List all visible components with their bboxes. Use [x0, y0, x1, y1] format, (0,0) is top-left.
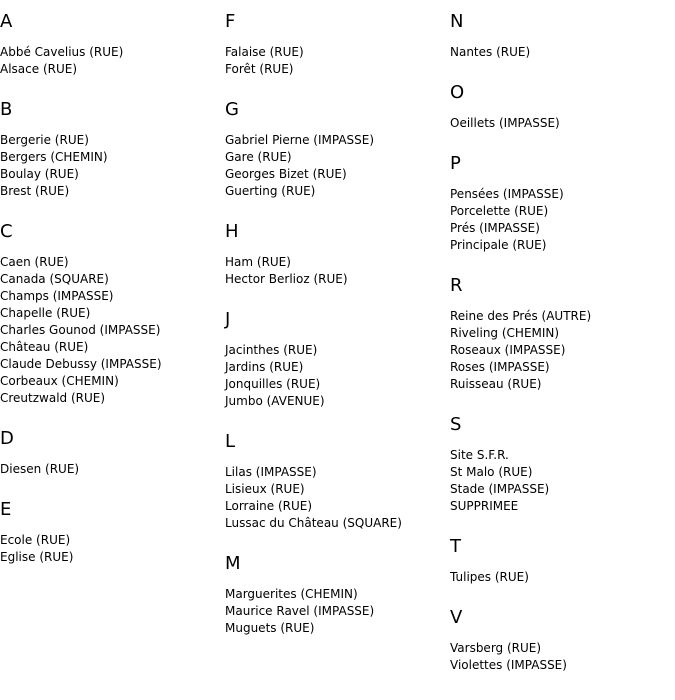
letter-group: [225, 308, 445, 410]
letter-heading: R: [450, 275, 463, 296]
street-link[interactable]: Pensées (IMPASSE): [450, 187, 564, 201]
street-link[interactable]: Jumbo (AVENUE): [225, 394, 325, 408]
letter-group: [225, 430, 445, 532]
letter-heading: C: [0, 221, 13, 242]
street-link[interactable]: Muguets (RUE): [225, 621, 315, 635]
letter-heading: G: [225, 99, 239, 120]
letter-group: [450, 413, 670, 515]
street-link[interactable]: Diesen (RUE): [0, 462, 80, 476]
street-link[interactable]: Château (RUE): [0, 340, 89, 354]
letter-heading: N: [450, 11, 464, 32]
street-link[interactable]: Abbé Cavelius (RUE): [0, 45, 124, 59]
letter-heading: S: [450, 414, 462, 435]
street-link[interactable]: Falaise (RUE): [225, 45, 304, 59]
street-link[interactable]: Charles Gounod (IMPASSE): [0, 323, 161, 337]
letter-heading: B: [0, 99, 13, 120]
letter-group: [450, 10, 670, 61]
letter-heading: T: [450, 536, 461, 557]
letter-heading: J: [225, 309, 231, 330]
letter-group: [0, 498, 220, 566]
street-link[interactable]: Bergerie (RUE): [0, 133, 89, 147]
street-link[interactable]: Ruisseau (RUE): [450, 377, 542, 391]
letter-group: [225, 552, 445, 637]
street-link[interactable]: Maurice Ravel (IMPASSE): [225, 604, 375, 618]
letter-heading: P: [450, 153, 461, 174]
street-link[interactable]: Oeillets (IMPASSE): [450, 116, 560, 130]
street-link[interactable]: Corbeaux (CHEMIN): [0, 374, 119, 388]
letter-group: [225, 10, 445, 78]
street-link[interactable]: Ecole (RUE): [0, 533, 71, 547]
street-link[interactable]: Forêt (RUE): [225, 62, 294, 76]
street-list: [225, 342, 445, 410]
street-list: [225, 254, 445, 288]
street-link[interactable]: Alsace (RUE): [0, 62, 78, 76]
street-link[interactable]: Varsberg (RUE): [450, 641, 542, 655]
letter-group: [450, 274, 670, 393]
street-link[interactable]: Gare (RUE): [225, 150, 292, 164]
street-link[interactable]: Lilas (IMPASSE): [225, 465, 317, 479]
street-link[interactable]: Caen (RUE): [0, 255, 69, 269]
street-link[interactable]: Gabriel Pierne (IMPASSE): [225, 133, 375, 147]
street-list: [0, 132, 220, 200]
street-link[interactable]: SUPPRIMEE: [450, 499, 519, 513]
letter-heading: L: [225, 431, 236, 452]
street-list: [450, 115, 670, 132]
street-link[interactable]: Claude Debussy (IMPASSE): [0, 357, 162, 371]
letter-heading: V: [450, 607, 463, 628]
letter-heading: A: [0, 11, 13, 32]
letter-heading: E: [0, 499, 12, 520]
street-link[interactable]: Prés (IMPASSE): [450, 221, 540, 235]
street-list: [0, 532, 220, 566]
letter-heading: M: [225, 553, 241, 574]
street-link[interactable]: Champs (IMPASSE): [0, 289, 114, 303]
street-list: [450, 447, 670, 515]
street-link[interactable]: Ham (RUE): [225, 255, 291, 269]
street-link[interactable]: Brest (RUE): [0, 184, 70, 198]
letter-group: [0, 98, 220, 200]
street-link[interactable]: Boulay (RUE): [0, 167, 79, 181]
street-list: [225, 44, 445, 78]
letter-group: [450, 81, 670, 132]
street-link[interactable]: Eglise (RUE): [0, 550, 74, 564]
street-link[interactable]: Hector Berlioz (RUE): [225, 272, 348, 286]
street-link[interactable]: Chapelle (RUE): [0, 306, 91, 320]
street-link[interactable]: Roses (IMPASSE): [450, 360, 550, 374]
street-list: [450, 569, 670, 586]
street-link[interactable]: Jonquilles (RUE): [225, 377, 321, 391]
street-list: [450, 640, 670, 674]
street-link[interactable]: Violettes (IMPASSE): [450, 658, 567, 672]
letter-group: [450, 606, 670, 674]
letter-heading: D: [0, 428, 14, 449]
letter-heading: O: [450, 82, 465, 103]
street-list: [0, 461, 220, 478]
letter-heading: H: [225, 221, 239, 242]
letter-group: [0, 220, 220, 407]
letter-group: [0, 10, 220, 78]
street-link[interactable]: Georges Bizet (RUE): [225, 167, 347, 181]
street-link[interactable]: Porcelette (RUE): [450, 204, 549, 218]
letter-group: [225, 220, 445, 288]
street-list: [450, 186, 670, 254]
letter-group: [0, 427, 220, 478]
street-column: [225, 10, 445, 637]
street-list: [225, 586, 445, 637]
letter-heading: F: [225, 11, 236, 32]
street-link[interactable]: Reine des Prés (AUTRE): [450, 309, 592, 323]
street-link[interactable]: Canada (SQUARE): [0, 272, 109, 286]
street-link[interactable]: Riveling (CHEMIN): [450, 326, 560, 340]
letter-group: [225, 98, 445, 200]
street-list: [450, 308, 670, 393]
street-column: [450, 10, 670, 674]
street-list: [0, 44, 220, 78]
letter-group: [450, 152, 670, 254]
street-link[interactable]: Site S.F.R.: [450, 448, 509, 462]
street-link[interactable]: St Malo (RUE): [450, 465, 533, 479]
street-link[interactable]: Lorraine (RUE): [225, 499, 313, 513]
street-list: [0, 254, 220, 407]
street-link[interactable]: Jardins (RUE): [225, 360, 304, 374]
street-link[interactable]: Marguerites (CHEMIN): [225, 587, 358, 601]
street-list: [225, 132, 445, 200]
letter-group: [450, 535, 670, 586]
street-list: [225, 464, 445, 532]
street-link[interactable]: Creutzwald (RUE): [0, 391, 106, 405]
street-link[interactable]: Stade (IMPASSE): [450, 482, 550, 496]
street-link[interactable]: Lisieux (RUE): [225, 482, 305, 496]
street-link[interactable]: Principale (RUE): [450, 238, 547, 252]
street-column: [0, 10, 220, 566]
street-link[interactable]: Jacinthes (RUE): [225, 343, 318, 357]
street-link[interactable]: Nantes (RUE): [450, 45, 531, 59]
street-link[interactable]: Lussac du Château (SQUARE): [225, 516, 402, 530]
street-link[interactable]: Bergers (CHEMIN): [0, 150, 108, 164]
street-list: [450, 44, 670, 61]
street-link[interactable]: Tulipes (RUE): [450, 570, 529, 584]
street-link[interactable]: Guerting (RUE): [225, 184, 316, 198]
street-link[interactable]: Roseaux (IMPASSE): [450, 343, 566, 357]
